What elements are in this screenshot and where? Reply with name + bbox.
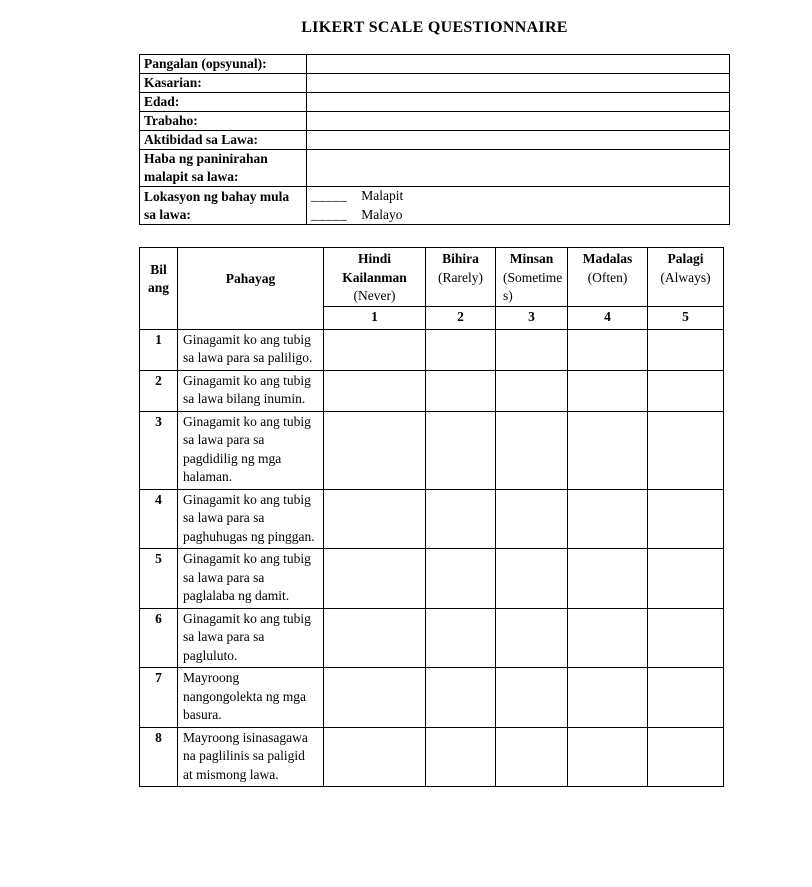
field-value-aktibidad bbox=[307, 131, 730, 150]
field-value-kasarian bbox=[307, 74, 730, 93]
rating-cell-often bbox=[568, 549, 648, 609]
statement-text: Ginagamit ko ang tubig sa lawa bilang inumin. bbox=[178, 370, 324, 411]
info-row-haba bbox=[140, 150, 730, 187]
rating-cell-always bbox=[648, 370, 724, 411]
scale-value-1: 1 bbox=[324, 306, 426, 329]
info-row-pangalan bbox=[140, 55, 730, 74]
scale-value-2: 2 bbox=[426, 306, 496, 329]
likert-scale-table bbox=[139, 247, 724, 787]
statement-text: Mayroong nangongolekta ng mga basura. bbox=[178, 668, 324, 728]
blank-line: _____ bbox=[311, 188, 348, 203]
rating-cell-never bbox=[324, 411, 426, 489]
rating-sublabel: (Always) bbox=[660, 269, 711, 285]
location-option-malayo bbox=[311, 206, 725, 225]
info-row-kasarian bbox=[140, 74, 730, 93]
rating-cell-rarely bbox=[426, 411, 496, 489]
option-label-malapit: Malapit bbox=[361, 188, 404, 203]
rating-cell-sometimes bbox=[496, 608, 568, 668]
rating-sublabel: (Never) bbox=[353, 288, 396, 303]
field-label-edad: Edad: bbox=[140, 93, 307, 112]
statement-row-2 bbox=[140, 370, 724, 411]
statement-number: 3 bbox=[140, 411, 178, 489]
field-value-edad bbox=[307, 93, 730, 112]
info-row-edad bbox=[140, 93, 730, 112]
rating-cell-sometimes bbox=[496, 549, 568, 609]
rating-cell-rarely bbox=[426, 608, 496, 668]
field-label-trabaho: Trabaho: bbox=[140, 112, 307, 131]
rating-label: Madalas bbox=[582, 251, 633, 266]
statement-row-8 bbox=[140, 727, 724, 787]
rating-cell-never bbox=[324, 608, 426, 668]
document-title: LIKERT SCALE QUESTIONNAIRE bbox=[301, 19, 568, 36]
column-header-always bbox=[648, 248, 724, 307]
rating-cell-never bbox=[324, 329, 426, 370]
rating-cell-often bbox=[568, 411, 648, 489]
column-header-rarely bbox=[426, 248, 496, 307]
rating-cell-sometimes bbox=[496, 668, 568, 728]
rating-cell-sometimes bbox=[496, 489, 568, 549]
rating-cell-always bbox=[648, 668, 724, 728]
field-value-pangalan bbox=[307, 55, 730, 74]
rating-cell-never bbox=[324, 668, 426, 728]
rating-cell-always bbox=[648, 411, 724, 489]
field-label-aktibidad: Aktibidad sa Lawa: bbox=[140, 131, 307, 150]
statement-text: Ginagamit ko ang tubig sa lawa para sa pagdidilig ng mga halaman. bbox=[178, 411, 324, 489]
statement-text: Ginagamit ko ang tubig sa lawa para sa paliligo. bbox=[178, 329, 324, 370]
column-header-often bbox=[568, 248, 648, 307]
statement-text: Ginagamit ko ang tubig sa lawa para sa paghuhugas ng pinggan. bbox=[178, 489, 324, 549]
field-value-trabaho bbox=[307, 112, 730, 131]
info-row-lokasyon bbox=[140, 187, 730, 225]
info-row-aktibidad bbox=[140, 131, 730, 150]
statement-row-3 bbox=[140, 411, 724, 489]
field-value-lokasyon bbox=[307, 187, 730, 225]
rating-cell-always bbox=[648, 727, 724, 787]
rating-cell-never bbox=[324, 370, 426, 411]
location-option-malapit bbox=[311, 187, 725, 206]
statement-row-5 bbox=[140, 549, 724, 609]
rating-cell-sometimes bbox=[496, 727, 568, 787]
rating-cell-often bbox=[568, 489, 648, 549]
rating-cell-always bbox=[648, 608, 724, 668]
rating-cell-often bbox=[568, 329, 648, 370]
blank-line: _____ bbox=[311, 206, 348, 222]
statement-number: 6 bbox=[140, 608, 178, 668]
rating-sublabel: (Often) bbox=[587, 269, 628, 285]
info-row-trabaho bbox=[140, 112, 730, 131]
field-label-pangalan: Pangalan (opsyunal): bbox=[140, 55, 307, 74]
statement-number: 7 bbox=[140, 668, 178, 728]
rating-cell-always bbox=[648, 549, 724, 609]
scale-value-4: 4 bbox=[568, 306, 648, 329]
statement-text: Ginagamit ko ang tubig sa lawa para sa paglalaba ng damit. bbox=[178, 549, 324, 609]
rating-cell-never bbox=[324, 549, 426, 609]
column-header-bilang: Bil ang bbox=[140, 248, 178, 330]
rating-label: Hindi Kailanman bbox=[342, 251, 407, 285]
rating-cell-never bbox=[324, 727, 426, 787]
rating-cell-often bbox=[568, 668, 648, 728]
field-label-haba: Haba ng paninirahan malapit sa lawa: bbox=[140, 150, 307, 187]
rating-label: Minsan bbox=[509, 251, 554, 266]
rating-cell-always bbox=[648, 329, 724, 370]
column-header-never bbox=[324, 248, 426, 307]
statement-number: 2 bbox=[140, 370, 178, 411]
rating-cell-rarely bbox=[426, 727, 496, 787]
field-label-lokasyon: Lokasyon ng bahay mula sa lawa: bbox=[140, 187, 307, 225]
rating-cell-often bbox=[568, 370, 648, 411]
statement-number: 4 bbox=[140, 489, 178, 549]
statement-number: 1 bbox=[140, 329, 178, 370]
statement-row-6 bbox=[140, 608, 724, 668]
rating-label: Palagi bbox=[667, 251, 704, 266]
rating-sublabel: (Rarely) bbox=[438, 269, 483, 285]
rating-sublabel: (Sometimes) bbox=[503, 269, 563, 303]
document-page bbox=[139, 0, 730, 787]
field-label-kasarian: Kasarian: bbox=[140, 74, 307, 93]
statement-text: Ginagamit ko ang tubig sa lawa para sa pagluluto. bbox=[178, 608, 324, 668]
rating-cell-rarely bbox=[426, 329, 496, 370]
statement-number: 5 bbox=[140, 549, 178, 609]
likert-header-row bbox=[140, 248, 724, 307]
respondent-info-table bbox=[139, 54, 730, 225]
rating-cell-sometimes bbox=[496, 329, 568, 370]
rating-cell-rarely bbox=[426, 549, 496, 609]
rating-label: Bihira bbox=[442, 251, 479, 266]
statement-number: 8 bbox=[140, 727, 178, 787]
rating-cell-sometimes bbox=[496, 411, 568, 489]
rating-cell-always bbox=[648, 489, 724, 549]
rating-cell-often bbox=[568, 727, 648, 787]
rating-cell-sometimes bbox=[496, 370, 568, 411]
rating-cell-rarely bbox=[426, 370, 496, 411]
scale-value-3: 3 bbox=[496, 306, 568, 329]
statement-text: Mayroong isinasagawa na paglilinis sa paligid at mismong lawa. bbox=[178, 727, 324, 787]
field-value-haba bbox=[307, 150, 730, 187]
rating-cell-rarely bbox=[426, 668, 496, 728]
column-header-sometimes bbox=[496, 248, 568, 307]
option-label-malayo: Malayo bbox=[361, 206, 403, 222]
rating-cell-rarely bbox=[426, 489, 496, 549]
rating-cell-often bbox=[568, 608, 648, 668]
column-header-pahayag: Pahayag bbox=[178, 248, 324, 330]
rating-cell-never bbox=[324, 489, 426, 549]
statement-row-1 bbox=[140, 329, 724, 370]
statement-row-7 bbox=[140, 668, 724, 728]
statement-row-4 bbox=[140, 489, 724, 549]
scale-value-5: 5 bbox=[648, 306, 724, 329]
